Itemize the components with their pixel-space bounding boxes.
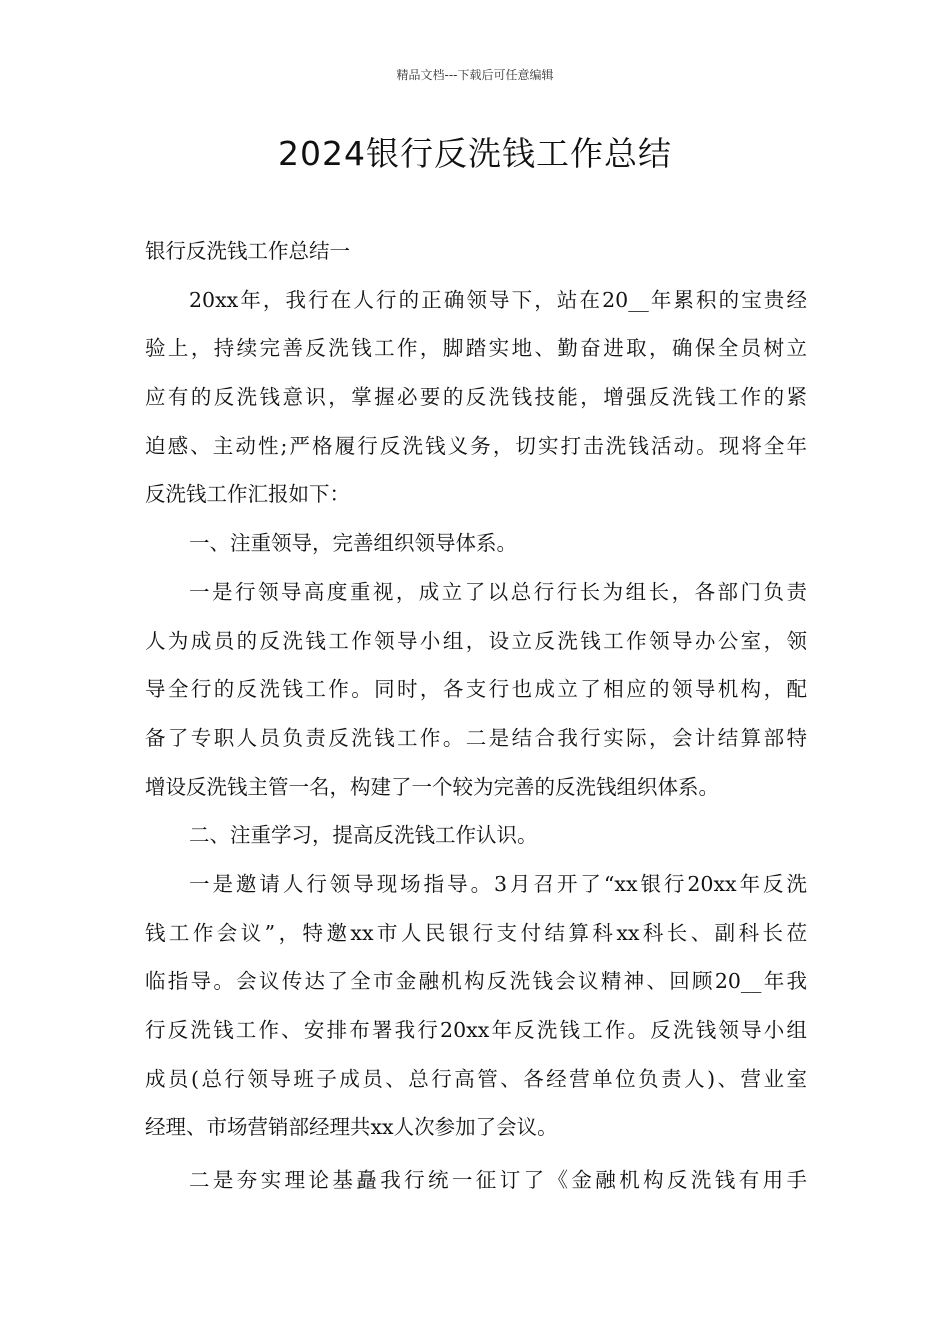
section-heading: 一、注重领导，完善组织领导体系。 [189, 531, 517, 556]
body-line: 二是夯实理论基矗我行统一征订了《金融机构反洗钱有用手 [189, 1168, 807, 1193]
body-line: 20xx年，我行在人行的正确领导下，站在20__年累积的宝贵经 [189, 287, 807, 312]
section-heading: 银行反洗钱工作总结一 [145, 239, 350, 263]
body-line: 临指导。会议传达了全市金融机构反洗钱会议精神、回顾20__年我 [145, 969, 807, 994]
body-line: 一是行领导高度重视，成立了以总行行长为组长，各部门负责 [189, 579, 807, 604]
body-line: 迫感、主动性;严格履行反洗钱义务，切实打击洗钱活动。现将全年 [145, 433, 807, 458]
body-line: 人为成员的反洗钱工作领导小组，设立反洗钱工作领导办公室，领 [145, 628, 807, 653]
body-line: 成员(总行领导班子成员、总行高管、各经营单位负责人)、营业室 [145, 1066, 807, 1091]
body-line: 一是邀请人行领导现场指导。3月召开了“xx银行20xx年反洗 [189, 871, 807, 896]
body-line: 经理、市场营销部经理共xx人次参加了会议。 [145, 1115, 558, 1140]
body-line: 应有的反洗钱意识，掌握必要的反洗钱技能，增强反洗钱工作的紧 [145, 385, 807, 410]
header-note: 精品文档---下载后可任意编辑 [396, 68, 554, 82]
document-title: 2024银行反洗钱工作总结 [278, 134, 672, 173]
body-line: 行反洗钱工作、安排布署我行20xx年反洗钱工作。反洗钱领导小组 [145, 1018, 807, 1042]
document-body [145, 227, 807, 1205]
body-line: 备了专职人员负责反洗钱工作。二是结合我行实际，会计结算部特 [145, 725, 807, 750]
body-line: 反洗钱工作汇报如下： [145, 482, 350, 507]
section-heading: 二、注重学习，提高反洗钱工作认识。 [189, 823, 538, 848]
body-line: 增设反洗钱主管一名，构建了一个较为完善的反洗钱组织体系。 [145, 774, 719, 799]
body-line: 钱工作会议”，特邀xx市人民银行支付结算科xx科长、副科长莅 [145, 920, 807, 945]
body-line: 导全行的反洗钱工作。同时，各支行也成立了相应的领导机构，配 [145, 677, 807, 702]
body-line: 验上，持续完善反洗钱工作，脚踏实地、勤奋进取，确保全员树立 [145, 336, 807, 361]
